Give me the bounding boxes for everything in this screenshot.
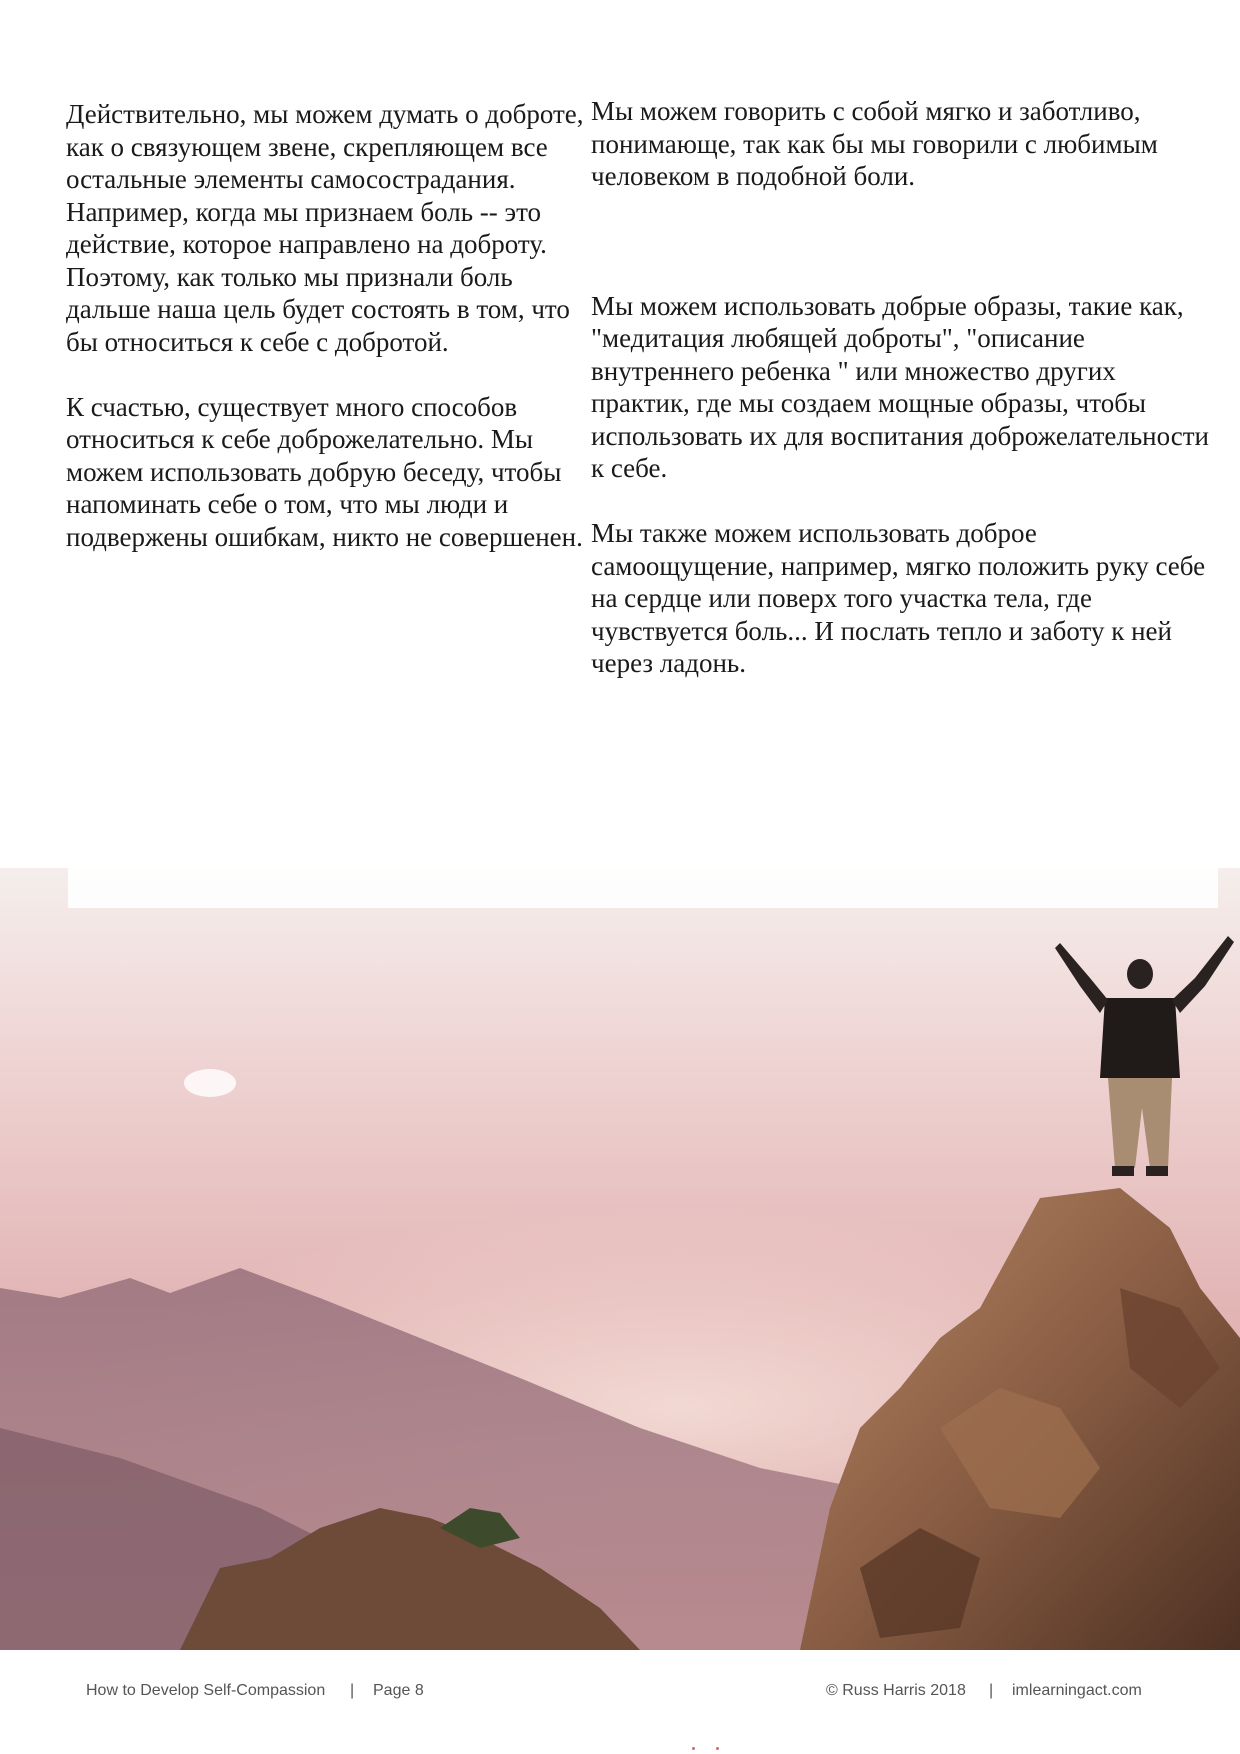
footer-document-title: How to Develop Self-Compassion	[86, 1682, 326, 1699]
mountain-summit-photo	[0, 868, 1240, 1650]
left-paragraph-2: К счастью, существует много способов относиться к себе доброжелательно. Мы можем использовать добрую беседу, чтобы напоминать себе о том, что мы люди и подвержены ошибкам, никто не совершенен.	[66, 391, 583, 552]
summit-illustration	[0, 868, 1240, 1650]
left-paragraph-1: Действительно, мы можем думать о доброте, как о связующем звене, скрепляющем все остальные элементы самосострадания. Например, когда мы признаем боль -- это действие, которое направлено на доброту. Поэтому, как только мы признали боль дальше наша цель будет состоять в том, что бы относиться к себе с добротой.	[66, 99, 584, 357]
right-column	[591, 95, 1216, 680]
decorative-dots	[690, 1744, 730, 1754]
right-paragraph-1: Мы можем говорить с собой мягко и заботливо, понимающе, так как бы мы говорили с любимым человеком в подобной боли.	[591, 96, 1158, 191]
page-footer	[0, 1680, 1240, 1710]
footer-copyright: © Russ Harris 2018	[826, 1682, 966, 1699]
footer-separator: |	[989, 1682, 994, 1699]
right-paragraph-2: Мы можем использовать добрые образы, такие как, "медитация любящей доброты", "описание внутреннего ребенка " или множество других практик, где мы создаем мощные образы, чтобы использовать их для воспитания доброжелательности к себе.	[591, 290, 1210, 483]
right-paragraph-3: Мы также можем использовать доброе самоощущение, например, мягко положить руку себе на сердце или поверх того участка тела, где чувствуется боль... И послать тепло и заботу к ней через ладонь.	[591, 518, 1206, 678]
footer-page-number: Page 8	[373, 1682, 424, 1699]
footer-website[interactable]: imlearningact.com	[1012, 1682, 1142, 1699]
left-column	[66, 98, 586, 553]
footer-separator: |	[350, 1682, 355, 1699]
